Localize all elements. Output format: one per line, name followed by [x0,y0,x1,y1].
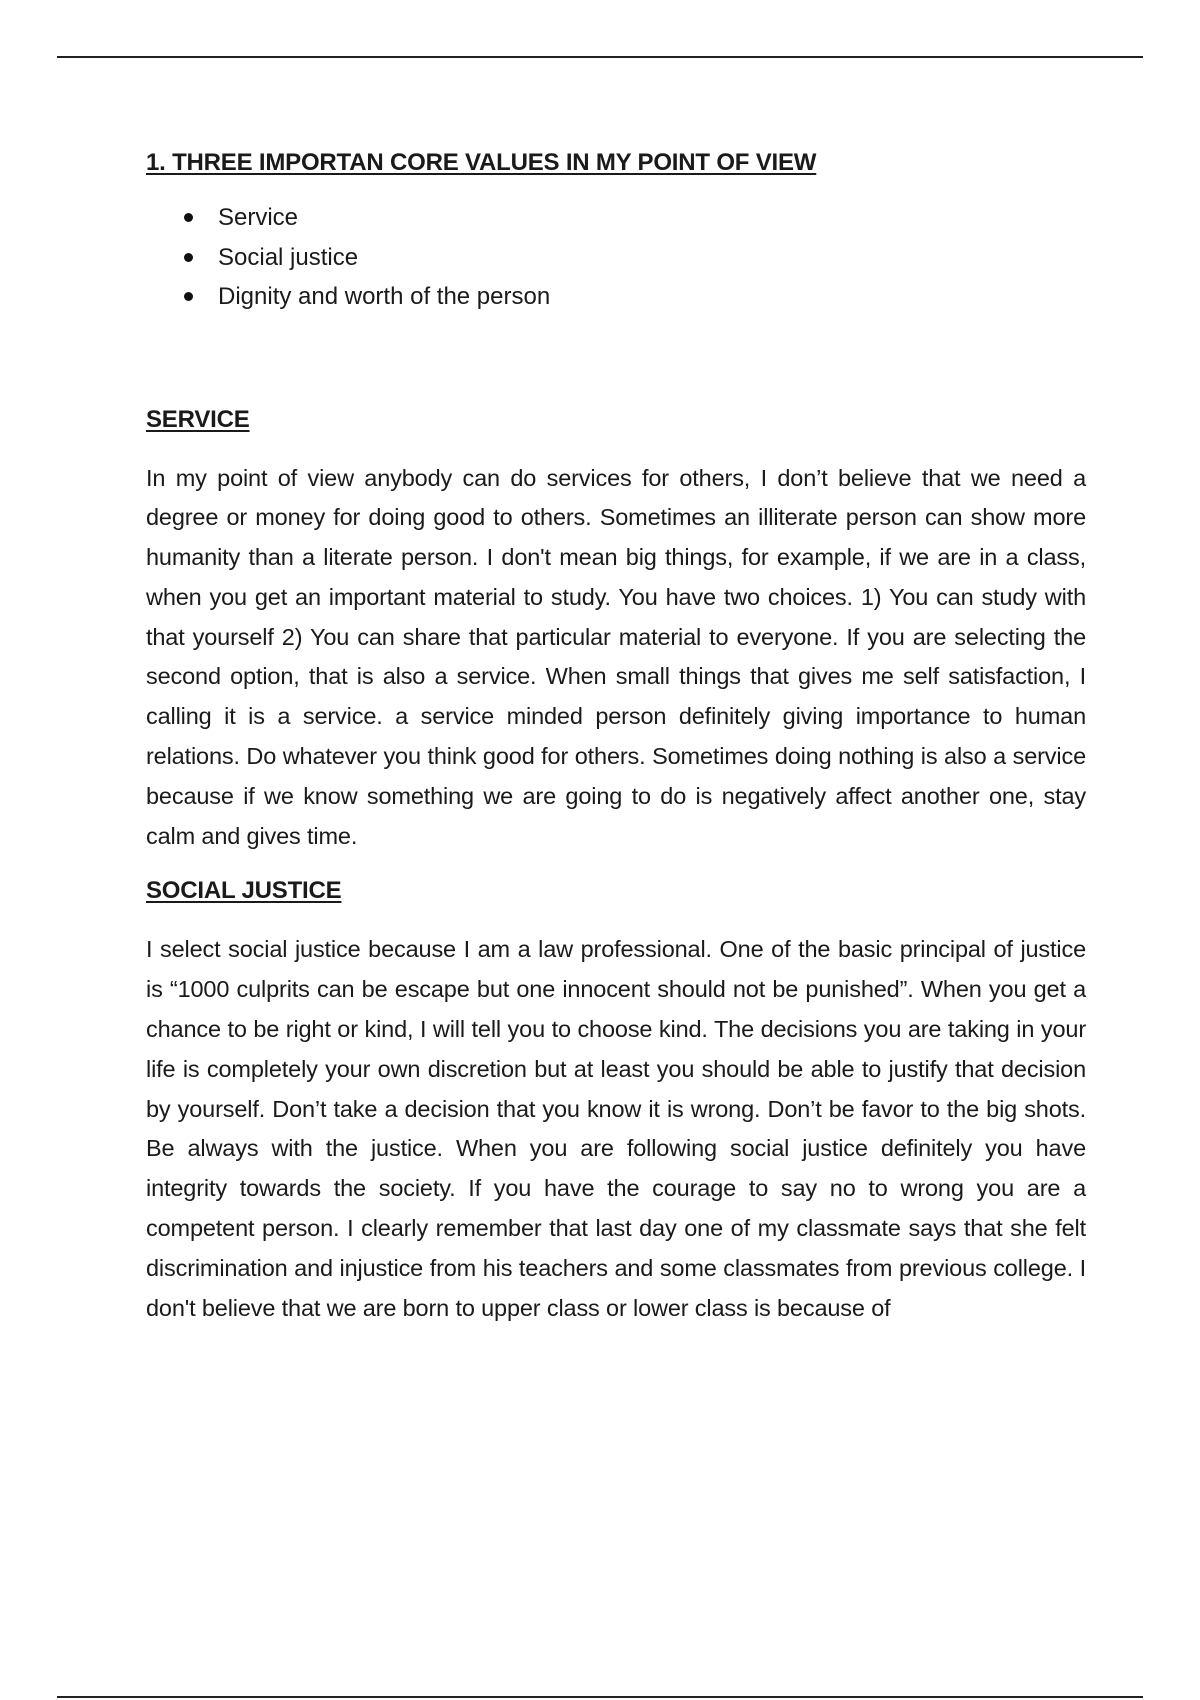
core-values-list [146,198,1086,317]
list-item-label: Dignity and worth of the person [218,283,551,310]
document-title: 1. THREE IMPORTAN CORE VALUES IN MY POINT OF VIEW [146,149,817,176]
list-item [146,277,1086,317]
bullet-icon [184,213,193,222]
social-justice-paragraph: I select social justice because I am a law professional. One of the basic principal of justice is “1000 culprits can be escape but one innocent should not be punished”. When you get a chance to be right or kind, I will tell you to choose kind. The decisions you are taking in your life is completely your own discretion but at least you should be able to justify that decision by yourself. Don’t take a decision that you know it is wrong. Don’t be favor to the big shots. Be always with the justice. When you are following social justice definitely you have integrity towards the society. If you have the courage to say no to wrong you are a competent person. I clearly remember that last day one of my classmate says that she felt discrimination and injustice from his teachers and some classmates from previous college. I don't believe that we are born to upper class or lower class is because of [146,936,1086,1321]
footer-rule [57,1696,1143,1698]
list-item-label: Social justice [218,243,359,271]
service-heading: SERVICE [146,405,250,433]
header-rule [57,56,1143,58]
document-body [146,146,1086,1328]
list-item-label: Service [218,204,299,231]
bullet-icon [184,253,193,262]
social-justice-heading: SOCIAL JUSTICE [146,877,342,905]
bullet-icon [184,292,193,301]
list-item [146,198,1086,238]
service-paragraph: In my point of view anybody can do services for others, I don’t believe that we need a degree or money for doing good to others. Sometimes an illiterate person can show more humanity than a literate person. I don't mean big things, for example, if we are in a class, when you get an important material to study. You have two choices. 1) You can study with that yourself 2) You can share that particular material to everyone. If you are selecting the second option, that is also a service. When small things that gives me self satisfaction, I calling it is a service. a service minded person definitely giving importance to human relations. Do whatever you think good for others. Sometimes doing nothing is also a service because if we know something we are going to do is negatively affect another one, stay calm and gives time. [146,464,1086,849]
list-item [146,238,1086,278]
